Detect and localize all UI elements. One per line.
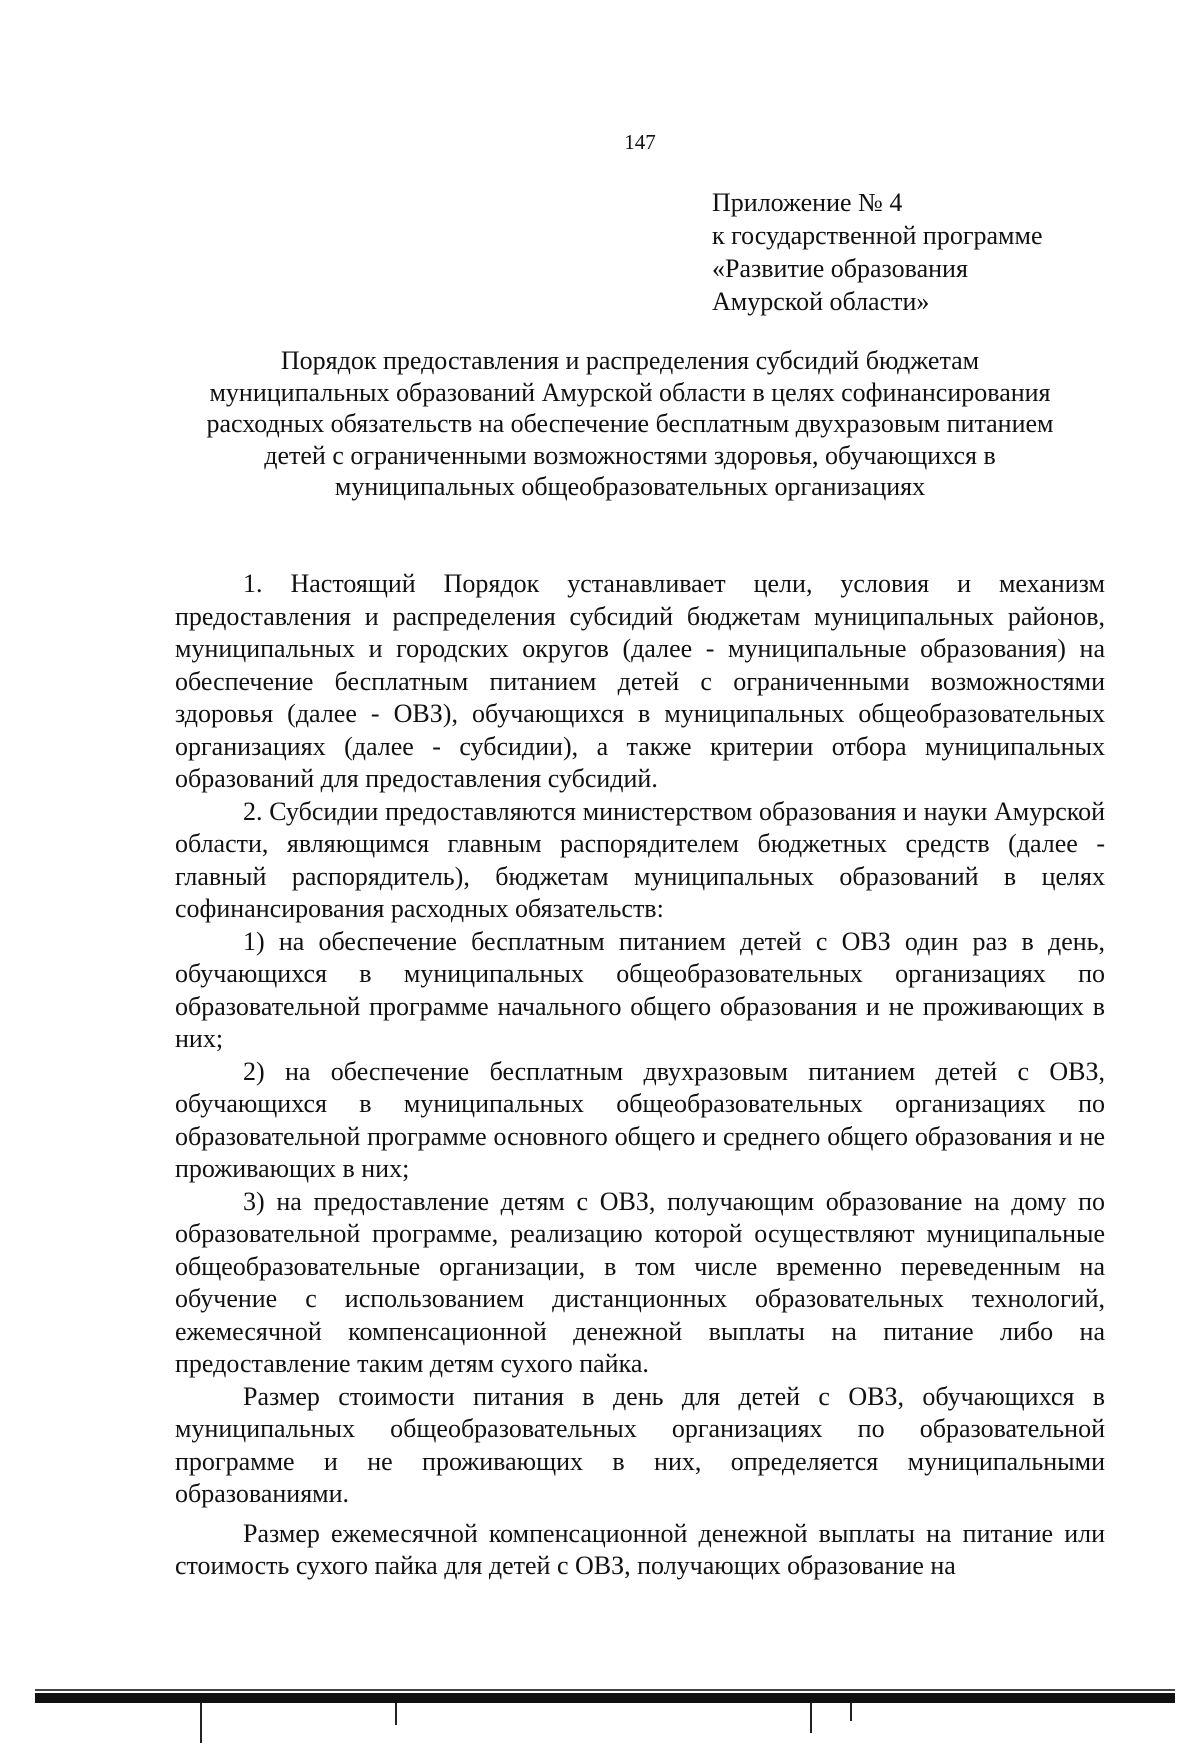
- scan-artifact-tick: [850, 1703, 852, 1721]
- page-number: 147: [624, 130, 656, 154]
- document-body: [175, 568, 1105, 1583]
- paragraph-compensation: Размер ежемесячной компенсационной денежной выплаты на питание или стоимость сухого пайка для детей с ОВЗ, получающих образование на: [175, 1518, 1105, 1580]
- paragraph-sub-3: 3) на предоставление детям с ОВЗ, получающим образование на дому по образовательной программе, реализацию которой осуществляют муниципальные общеобразовательные организации, в том числе временно переведенным на обучение с использованием дистанционных образовательных технологий, ежемесячной компенсационной денежной выплаты на питание либо на предоставление таким детям сухого пайка.: [175, 1186, 1105, 1378]
- title-line: муниципальных образований Амурской области в целях софинансирования: [209, 377, 1051, 407]
- paragraph-sub-2: 2) на обеспечение бесплатным двухразовым питанием детей с ОВЗ, обучающихся в муниципальных общеобразовательных организациях по образовательной программе основного общего и среднего общего образования и не проживающих в них;: [175, 1056, 1105, 1183]
- paragraph-1: 1. Настоящий Порядок устанавливает цели, условия и механизм предоставления и распределения субсидий бюджетам муниципальных районов, муниципальных и городских округов (далее - муниципальные образования) на обеспечение бесплатным питанием детей с ограниченными возможностями здоровья (далее - ОВЗ), обучающихся в муниципальных общеобразовательных организациях (далее - субсидии), а также критерии отбора муниципальных образований для предоставления субсидий.: [175, 569, 1105, 793]
- appendix-line: к государственной программе: [712, 221, 1043, 250]
- title-line: муниципальных общеобразовательных организациях: [334, 472, 926, 501]
- scan-artifact-tick: [395, 1703, 397, 1725]
- appendix-line: Амурской области»: [712, 287, 930, 316]
- appendix-header: [712, 186, 1043, 318]
- scan-edge-bar: [35, 1693, 1175, 1703]
- document-title: [170, 345, 1090, 503]
- appendix-line: Приложение № 4: [712, 188, 903, 217]
- title-line: Порядок предоставления и распределения субсидий бюджетам: [280, 346, 980, 375]
- scan-edge-line: [35, 1689, 1175, 1691]
- title-line: расходных обязательств на обеспечение бесплатным двухразовым питанием: [206, 409, 1054, 438]
- paragraph-sub-1: 1) на обеспечение бесплатным питанием детей с ОВЗ один раз в день, обучающихся в муниципальных общеобразовательных организациях по образовательной программе начального общего образования и не проживающих в них;: [175, 926, 1105, 1053]
- paragraph-cost: Размер стоимости питания в день для детей с ОВЗ, обучающихся в муниципальных общеобразовательных организациях по образовательной программе и не проживающих в них, определяется муниципальными образованиями.: [175, 1381, 1105, 1508]
- paragraph-2: 2. Субсидии предоставляются министерством образования и науки Амурской области, являющимся главным распорядителем бюджетных средств (далее - главный распорядитель), бюджетам муниципальных образований в целях софинансирования расходных обязательств:: [175, 796, 1105, 923]
- scan-artifact-tick: [810, 1703, 812, 1733]
- scan-artifact-tick: [200, 1703, 202, 1743]
- appendix-line: «Развитие образования: [712, 254, 968, 283]
- title-line: детей с ограниченными возможностями здоровья, обучающихся в: [264, 440, 996, 470]
